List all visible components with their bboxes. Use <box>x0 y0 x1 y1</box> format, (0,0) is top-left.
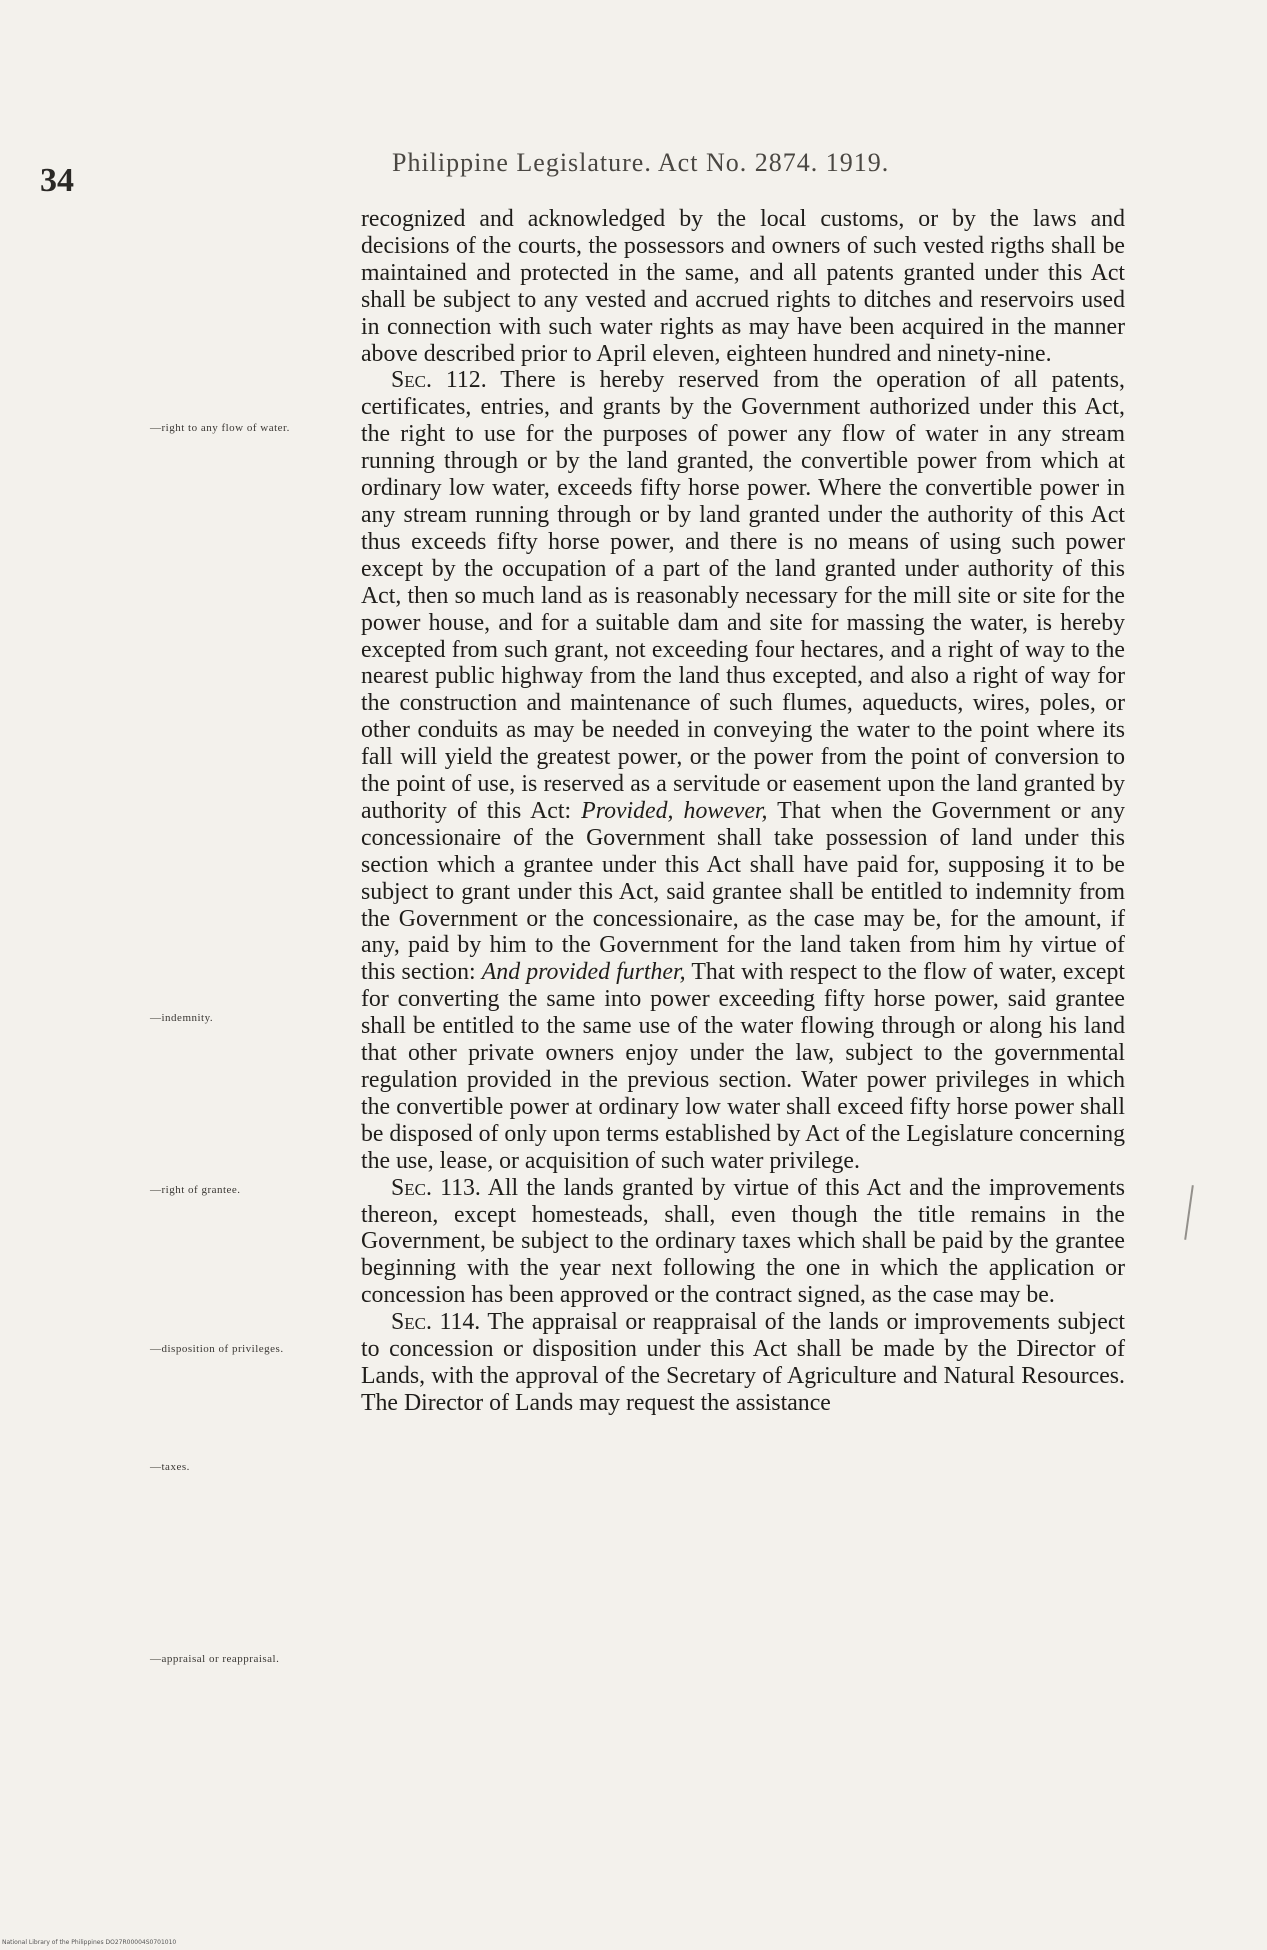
section-113 <box>361 1175 1125 1310</box>
sidenote-water-flow: —right to any flow of water. <box>150 422 290 434</box>
section-113-label: Sec. 113. <box>391 1174 481 1201</box>
section-112-proviso-b: And provided further, <box>481 959 686 986</box>
sidenote-disposition: —disposition of privileges. <box>150 1343 284 1355</box>
sidenote-indemnity: —indemnity. <box>150 1012 214 1024</box>
section-112-text-c: That with respect to the flow of water, except for converting the same into power exceeding fifty horse power, said grantee shall be entitled to the same use of the water flowing through or along his land that other private owners enjoy under the law, subject to the governmental regulation provided in the previous section. Water power privileges in which the convertible power at ordinary low water shall exceed fifty horse power shall be disposed of only upon terms established by Act of the Legislature concerning the use, lease, or acquisition of such water privilege. <box>361 959 1125 1174</box>
footer-reference: National Library of the Philippines DO27R00004S0701010 <box>2 1939 177 1946</box>
paragraph-continuation: recognized and acknowledged by the local customs, or by the laws and decisions of the courts, the possessors and owners of such vested rigths shall be maintained and protected in the same, and all patents granted under this Act shall be subject to any vested and accrued rights to ditches and reservoirs used in connection with such water rights as may have been acquired in the manner above described prior to April eleven, eighteen hundred and ninety-nine. <box>361 206 1125 367</box>
section-112 <box>361 367 1125 1174</box>
running-head: Philippine Legislature. Act No. 2874. 1919. <box>392 148 890 177</box>
section-112-text-b: That when the Government or any concessionaire of the Government shall take possession of land under this section which a grantee under this Act shall have paid for, supposing it to be subject to grant under this Act, said grantee shall be entitled to indemnity from the Government or the concessionaire, as the case may be, for the amount, if any, paid by him to the Government for the land taken from him hy virtue of this section: <box>361 797 1125 986</box>
section-112-proviso-a: Provided, however, <box>581 797 768 824</box>
section-114 <box>361 1309 1125 1417</box>
section-114-label: Sec. 114. <box>391 1309 481 1336</box>
section-112-label: Sec. 112. <box>391 367 487 394</box>
sidenote-taxes: —taxes. <box>150 1461 190 1473</box>
sidenote-grantee: —right of grantee. <box>150 1184 241 1196</box>
section-113-text: All the lands granted by virtue of this Act and the improvements thereon, except homesteads, shall, even though the title remains in the Government, be subject to the ordinary taxes which shall be paid by the grantee beginning with the year next following the one in which the application or concession has been approved or the contract signed, as the case may be. <box>361 1174 1125 1309</box>
page-number: 34 <box>40 162 74 199</box>
section-114-text: The appraisal or reappraisal of the lands or improvements subject to concession or disposition under this Act shall be made by the Director of Lands, with the approval of the Secretary of Agriculture and Natural Resources. The Director of Lands may request the assistance <box>361 1309 1125 1416</box>
body-text <box>361 206 1125 1417</box>
section-112-text-a: There is hereby reserved from the operation of all patents, certificates, entries, and grants by the Government authorized under this Act, the right to use for the purposes of power any flow of water in any stream running through or by the land granted, the convertible power from which at ordinary low water, exceeds fifty horse power. Where the convertible power in any stream running through or by land granted under the authority of this Act thus exceeds fifty horse power, and there is no means of using such power except by the occupation of a part of the land granted under authority of this Act, then so much land as is reasonably necessary for the mill site or site for the power house, and for a suitable dam and site for massing the water, is hereby excepted from such grant, not exceeding four hectares, and a right of way to the nearest public highway from the land thus excepted, and also a right of way for the construction and maintenance of such flumes, aqueducts, wires, poles, or other conduits as may be needed in conveying the water to the point where its fall will yield the greatest power, or the power from the point of conversion to the point of use, is reserved as a servitude or easement upon the land granted by authority of this Act: <box>361 367 1125 824</box>
margin-pencil-mark <box>1184 1185 1194 1240</box>
sidenote-appraisal: —appraisal or reappraisal. <box>150 1653 280 1665</box>
